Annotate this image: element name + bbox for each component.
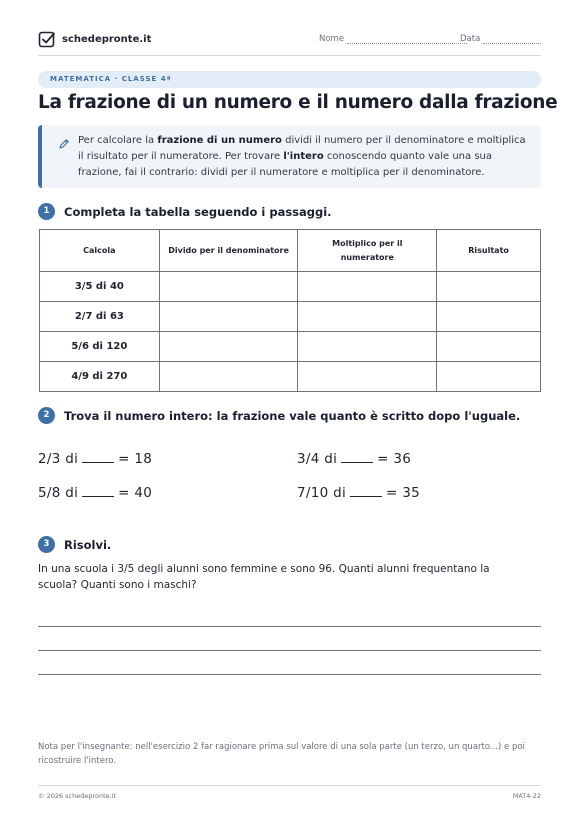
exercise-2-instruction: Trova il numero intero: la frazione vale quanto è scritto dopo l'uguale. (64, 408, 521, 423)
subject-banner: MATEMATICA · CLASSE 4ª (38, 71, 541, 88)
exercise-3-instruction: Risolvi. (64, 537, 112, 552)
answer-blank[interactable] (350, 485, 382, 497)
exercise-number-badge: 1 (38, 203, 55, 220)
info-part3: conoscendo quanto vale una sua frazione, fai il contrario: dividi per il numeratore e moltiplica per il denominatore. (78, 151, 492, 178)
info-bold-fraction: frazione di un numero (157, 135, 282, 146)
table-cell-answer[interactable] (437, 272, 541, 302)
equation-suffix: = 35 (386, 485, 421, 501)
info-bold-whole: l'intero (283, 151, 324, 162)
table-cell-answer[interactable] (298, 362, 437, 392)
writing-line[interactable] (38, 650, 541, 651)
sheet-code: MAT4-22 (512, 792, 541, 800)
answer-blank[interactable] (82, 485, 114, 497)
exercise-number-badge: 3 (38, 536, 55, 553)
date-field[interactable] (460, 34, 541, 44)
table-cell-answer[interactable] (159, 332, 298, 362)
table-row (40, 302, 541, 332)
teacher-note: Nota per l'insegnante: nell'esercizio 2 far ragionare prima sul valore di una sola parte (un terzo, un quarto...) e poi ricostruire l'intero. (38, 742, 525, 766)
name-line (347, 35, 467, 44)
exercise-1-instruction: Completa la tabella seguendo i passaggi. (64, 204, 332, 219)
table-header: Divido per il denominatore (159, 230, 298, 272)
writing-line[interactable] (38, 674, 541, 675)
page-header (38, 28, 541, 56)
table-header: Risultato (437, 230, 541, 272)
equation-item (38, 485, 152, 501)
table-cell-calc: 3/5 di 40 (40, 272, 160, 302)
table-cell-answer[interactable] (437, 362, 541, 392)
exercise-3-heading (38, 536, 111, 553)
checkbox-logo-icon (38, 30, 56, 48)
table-cell-answer[interactable] (298, 302, 437, 332)
table-cell-answer[interactable] (298, 272, 437, 302)
table-cell-answer[interactable] (437, 302, 541, 332)
answer-blank[interactable] (82, 451, 114, 463)
table-cell-calc: 2/7 di 63 (40, 302, 160, 332)
table-header: Moltiplico per il numeratore (298, 230, 437, 272)
date-label: Data (460, 34, 481, 44)
info-box (38, 125, 541, 188)
equation-suffix: = 40 (118, 485, 153, 501)
table-cell-answer[interactable] (159, 302, 298, 332)
equation-prefix: 5/8 di (38, 485, 79, 501)
equation-item (297, 485, 420, 501)
equation-suffix: = 36 (377, 451, 412, 467)
table-cell-calc: 4/9 di 270 (40, 362, 160, 392)
equation-item (38, 451, 152, 467)
equation-item (297, 451, 411, 467)
equation-prefix: 3/4 di (297, 451, 338, 467)
calculation-table (39, 229, 541, 392)
brand-name: schedepronte.it (62, 33, 152, 45)
table-row (40, 272, 541, 302)
page-footer (38, 785, 541, 805)
copyright: © 2026 schedepronte.it (38, 792, 117, 800)
answer-blank[interactable] (341, 451, 373, 463)
page-title: La frazione di un numero e il numero dalla frazione (38, 92, 558, 113)
table-cell-answer[interactable] (298, 332, 437, 362)
brand (38, 30, 151, 48)
name-label: Nome (319, 34, 345, 44)
info-part2: dividi il numero per il denominatore e moltiplica il risultato per il numeratore. Per trovare (78, 135, 526, 162)
table-cell-calc: 5/6 di 120 (40, 332, 160, 362)
equation-prefix: 2/3 di (38, 451, 79, 467)
table-header: Calcola (40, 230, 160, 272)
date-line (483, 35, 541, 44)
exercise-1-heading (38, 203, 332, 220)
writing-line[interactable] (38, 626, 541, 627)
table-cell-answer[interactable] (159, 272, 298, 302)
table-cell-answer[interactable] (437, 332, 541, 362)
table-cell-answer[interactable] (159, 362, 298, 392)
exercise-number-badge: 2 (38, 407, 55, 424)
table-row (40, 362, 541, 392)
word-problem: In una scuola i 3/5 degli alunni sono femmine e sono 96. Quanti alunni frequentano la scuola? Quanti sono i maschi? (38, 563, 490, 591)
info-text (78, 133, 529, 181)
name-field[interactable] (319, 34, 467, 44)
equation-prefix: 7/10 di (297, 485, 347, 501)
equation-suffix: = 18 (118, 451, 153, 467)
exercise-2-heading (38, 407, 520, 424)
info-part1: Per calcolare la (78, 135, 158, 146)
pencil-icon (58, 135, 70, 147)
table-header-row (40, 230, 541, 272)
table-row (40, 332, 541, 362)
